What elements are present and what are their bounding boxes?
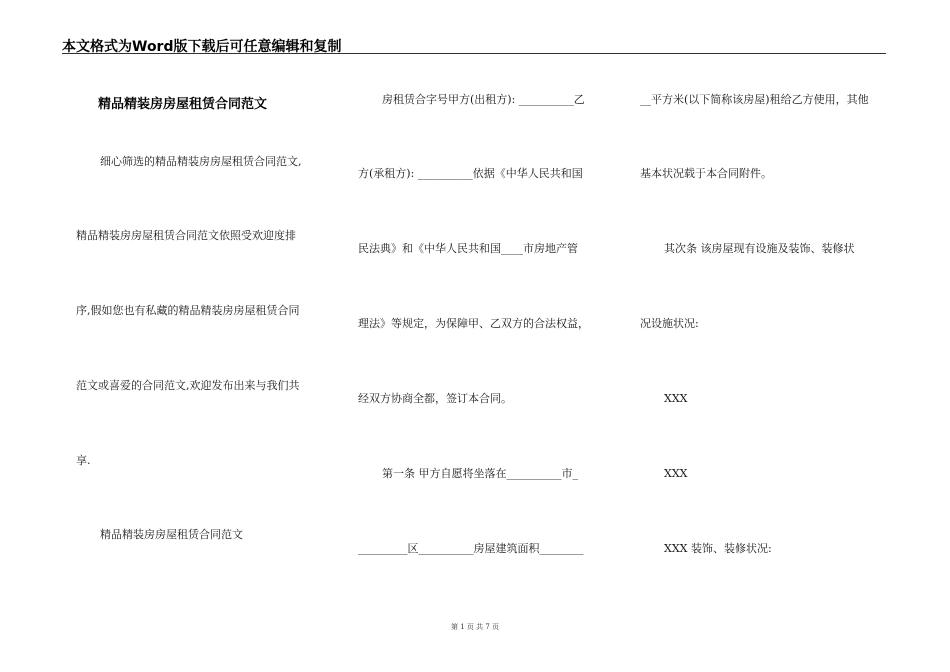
paragraph-line: 民法典》和《中华人民共和国____市房地产管 — [358, 242, 578, 255]
paragraph-line: XXX — [664, 392, 688, 405]
paragraph-line: 第一条 甲方自愿将坐落在__________市_ — [382, 467, 578, 480]
paragraph-line: 基本状况载于本合同附件。 — [640, 167, 772, 180]
paragraph-line: 范文或喜爱的合同范文,欢迎发布出来与我们共 — [76, 379, 300, 392]
header-divider — [62, 53, 886, 54]
paragraph-line: 经双方协商全都，签订本合同。 — [358, 392, 512, 405]
paragraph-line: 其次条 该房屋现有设施及装饰、装修状 — [664, 242, 855, 255]
page-number: 第 1 页 共 7 页 — [450, 623, 500, 631]
paragraph-line: 细心筛选的精品精装房房屋租赁合同范文, — [100, 155, 302, 168]
paragraph-line: 精品精装房房屋租赁合同范文依照受欢迎度排 — [76, 229, 296, 242]
paragraph-line: XXX — [664, 467, 688, 480]
paragraph-line: XXX 装饰、装修状况: — [664, 542, 772, 555]
document-title: 精品精装房房屋租赁合同范文 — [98, 97, 268, 112]
document-header: 本文格式为Word版下载后可任意编辑和复制 — [62, 39, 342, 55]
paragraph-line: _________区__________房屋建筑面积________ — [358, 542, 584, 555]
paragraph-line: __平方米(以下简称该房屋)租给乙方使用，其他 — [640, 93, 869, 106]
paragraph-line: 享. — [76, 454, 91, 467]
paragraph-line: 序,假如您也有私藏的精品精装房房屋租赁合同 — [76, 304, 300, 317]
section-heading: 精品精装房房屋租赁合同范文 — [100, 528, 243, 541]
paragraph-line: 方(承租方): __________依据《中华人民共和国 — [358, 167, 583, 180]
paragraph-line: 理法》等规定，为保障甲、乙双方的合法权益， — [358, 317, 589, 330]
paragraph-line: 况设施状况: — [640, 317, 699, 330]
paragraph-line: 房租赁合字号甲方(出租方): __________乙 — [382, 93, 585, 106]
